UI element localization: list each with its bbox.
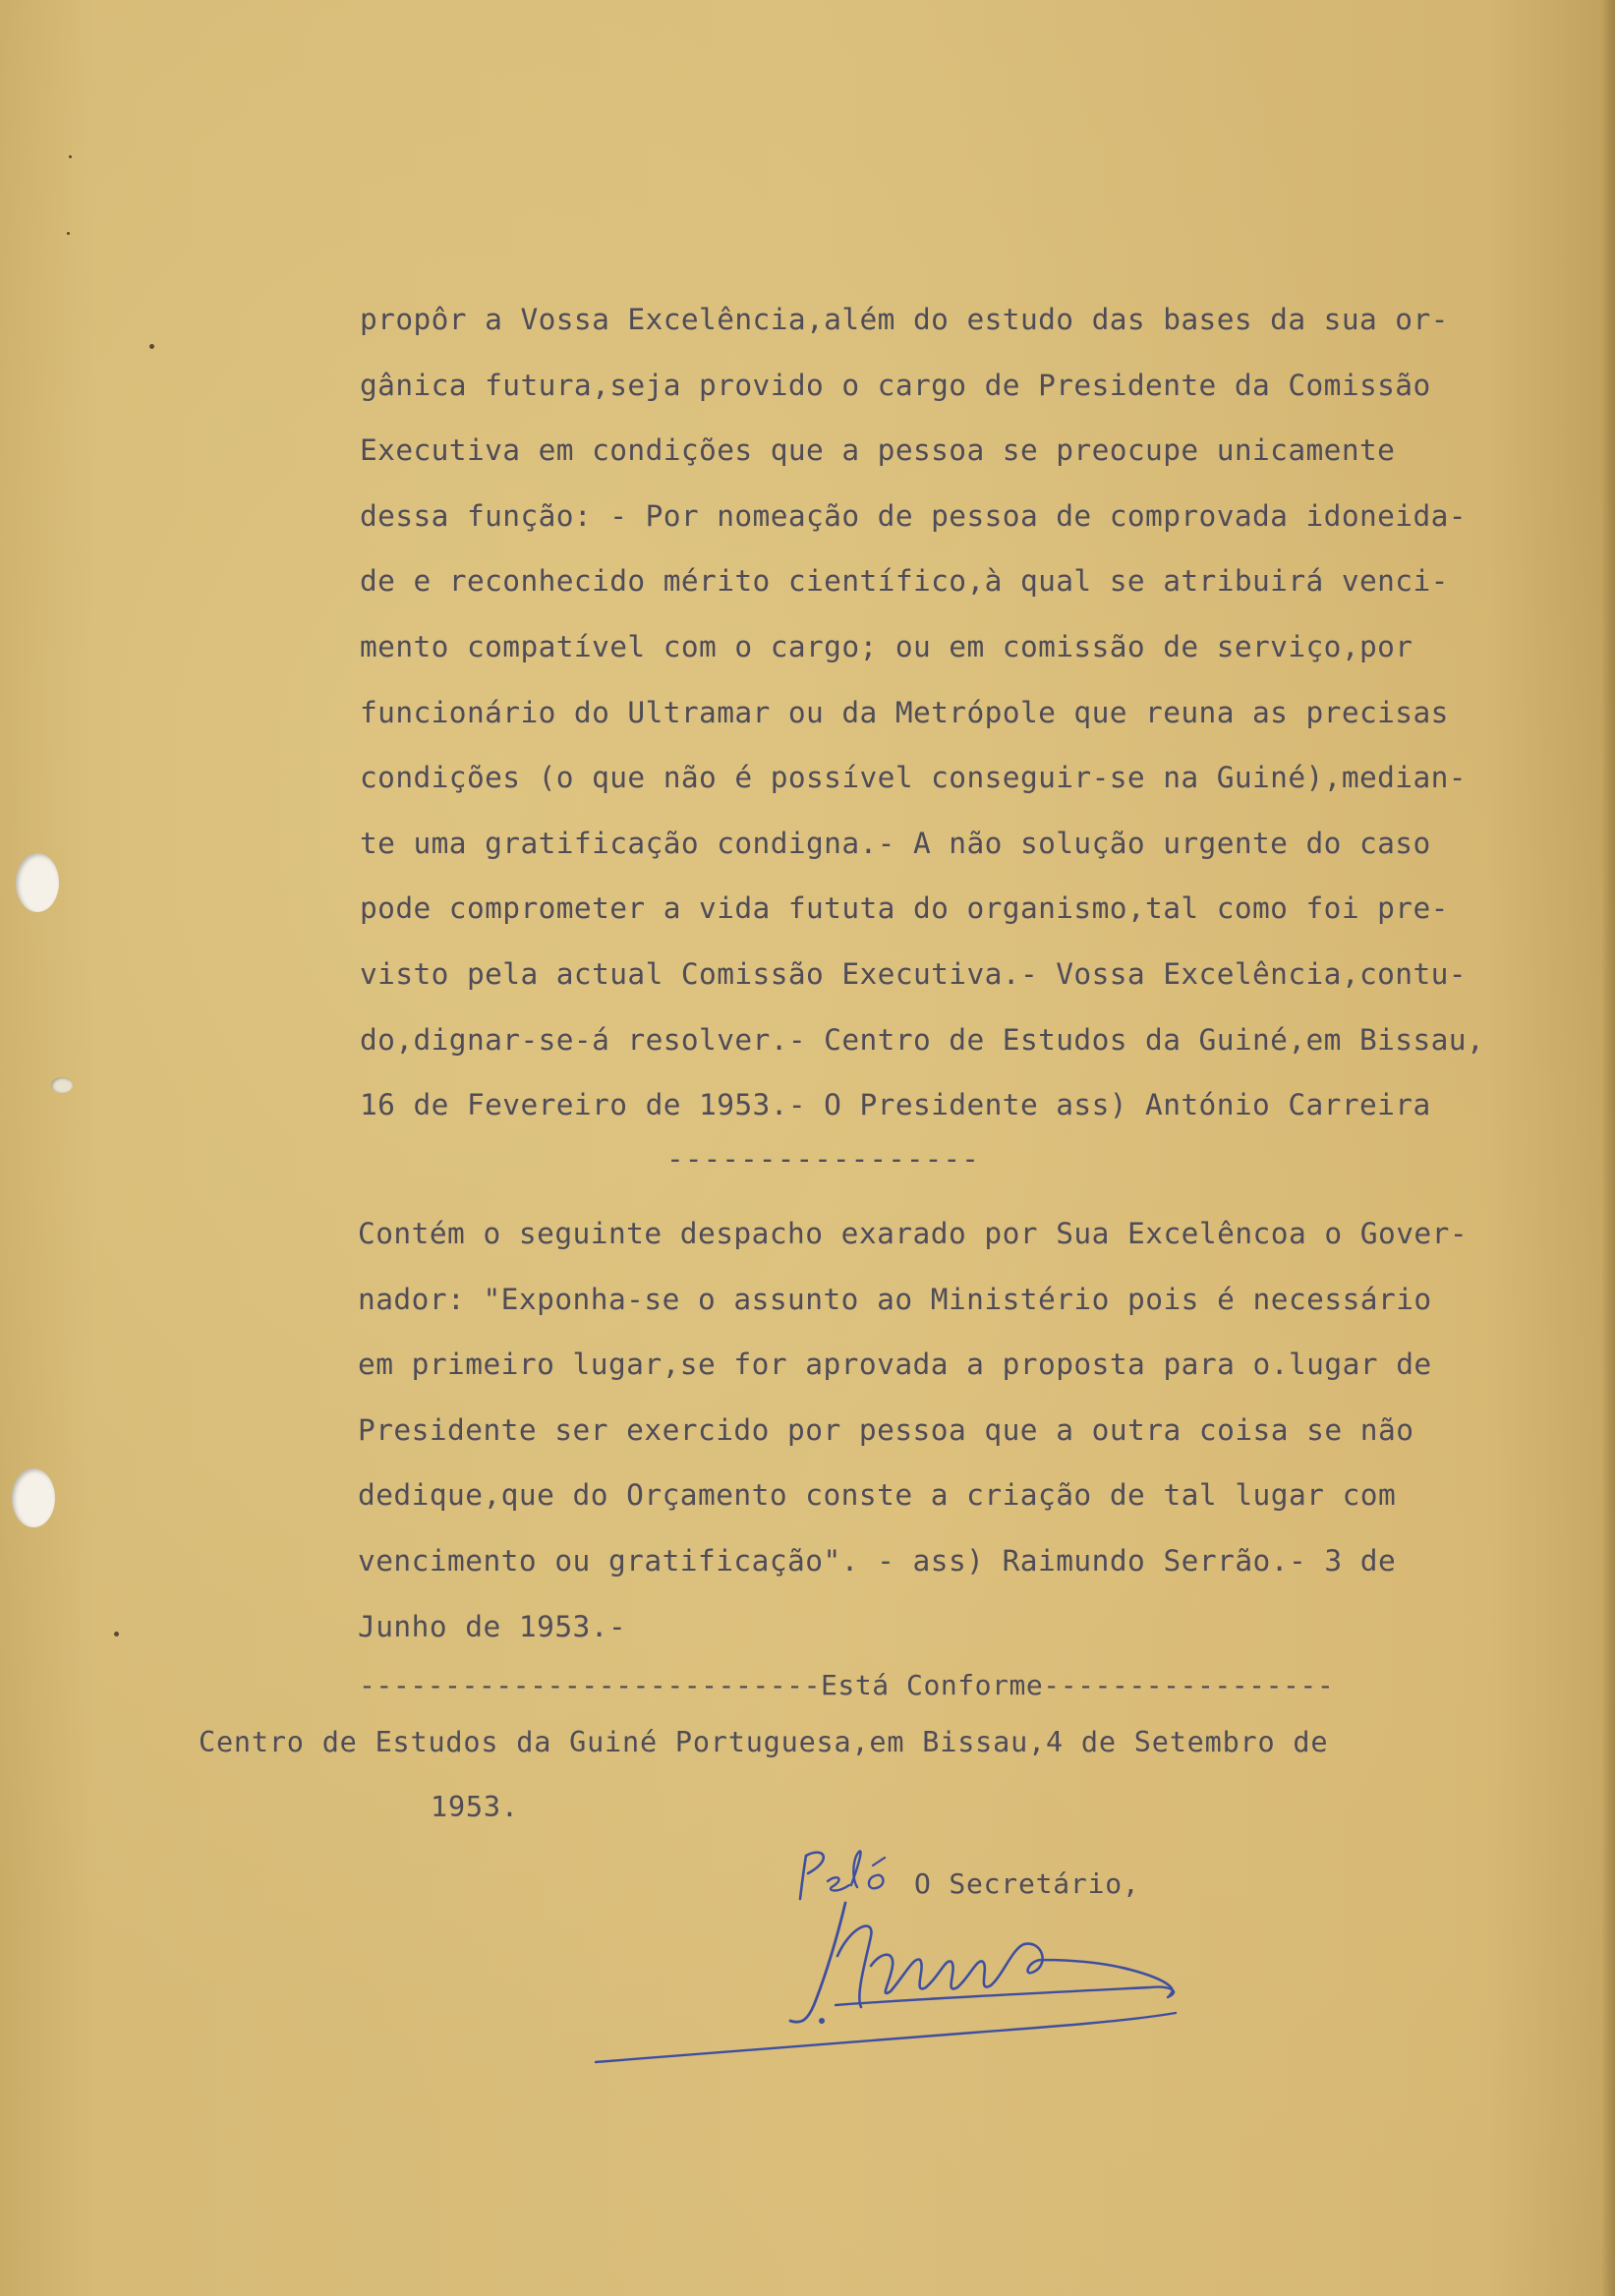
conforme-line: ---------------------------Está Conforme----------------- [359,1669,1335,1701]
punch-hole-top [16,853,59,912]
section-separator: ----------------- [666,1142,980,1176]
paper-speck [69,155,72,158]
despacho-paragraph: Contém o seguinte despacho exarado por Sua Excelêncoa o Gover- nador: "Exponha-se o assunto ao Ministério pois é necessário em primeiro lugar,se for aprovada a proposta para o.lugar de Presidente ser exercido por pessoa que a outra coisa se não dedique,que do Orçamento conste a criação de tal lugar com vencimento ou gratificação". - ass) Raimundo Serrão.- 3 de Junho de 1953.- [358,1217,1469,1643]
paper-speck [67,232,70,235]
certification-line: Centro de Estudos da Guiné Portuguesa,em Bissau,4 de Setembro de [199,1726,1329,1758]
paper-speck [114,1632,119,1636]
paper-speck [149,344,154,349]
handwritten-signature [580,1897,1209,2074]
body-paragraph: propôr a Vossa Excelência,além do estudo das bases da sua or- gânica futura,seja provido o cargo de Presidente da Comissão Executiva em condições que a pessoa se preocupe unicamente dessa função: - Por nomeação de pessoa de comprovada idoneida- de e reconhecido mérito científico,à qual se atribuirá venci- mento compatível com o cargo; ou em comissão de serviço,por funcionário do Ultramar ou da Metrópole que reuna as precisas condições (o que não é possível conseguir-se na Guiné),median- te uma gratificação condigna.- A não solução urgente do caso pode comprometer a vida fututa do organismo,tal como foi pre- visto pela actual Comissão Executiva.- Vossa Excelência,contu- do,dignar-se-á resolver.- Centro de Estudos da Guiné,em Bissau, 16 de Fevereiro de 1953.- O Presidente ass) António Carreira [360,303,1485,1122]
certification-year: 1953. [431,1791,519,1823]
punch-hole-bottom [12,1468,55,1527]
secretario-label: O Secretário, [914,1867,1140,1900]
paper-edge-shadow [1601,0,1615,2296]
paper-tear-mark [51,1077,73,1093]
